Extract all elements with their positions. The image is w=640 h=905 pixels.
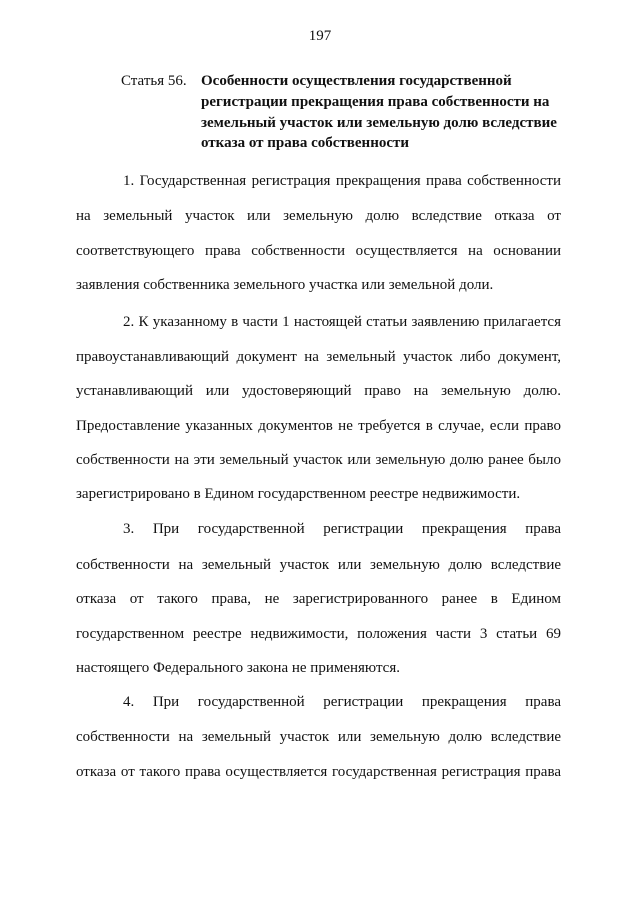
paragraph-2-line: правоустанавливающий документ на земельный участок либо документ, [76, 349, 561, 365]
paragraph-4-line: собственности на земельный участок или земельную долю вследствие [76, 729, 561, 745]
article-title-line: регистрации прекращения права собственности на [201, 94, 550, 110]
paragraph-3-line: собственности на земельный участок или земельную долю вследствие [76, 557, 561, 573]
paragraph-4-line: отказа от такого права осуществляется государственная регистрация права [76, 764, 561, 780]
paragraph-1-line: 1. Государственная регистрация прекращения права собственности [123, 173, 561, 189]
paragraph-3-line: 3. При государственной регистрации прекращения права [123, 521, 561, 537]
paragraph-2-line: собственности на эти земельный участок или земельную долю ранее было [76, 452, 561, 468]
paragraph-3-line: государственном реестре недвижимости, положения части 3 статьи 69 [76, 626, 561, 642]
paragraph-3-line: настоящего Федерального закона не применяются. [76, 660, 400, 676]
paragraph-3-line: отказа от такого права, не зарегистрированного ранее в Едином [76, 591, 561, 607]
article-title-line: Особенности осуществления государственной [201, 73, 512, 89]
article-title-line: земельный участок или земельную долю вследствие [201, 115, 557, 131]
paragraph-2-line: устанавливающий или удостоверяющий право на земельную долю. [76, 383, 561, 399]
paragraph-2-line: зарегистрировано в Едином государственном реестре недвижимости. [76, 486, 521, 502]
paragraph-1-line: на земельный участок или земельную долю вследствие отказа от [76, 208, 561, 224]
paragraph-1-line: заявления собственника земельного участка или земельной доли. [76, 277, 494, 293]
article-number: Статья 56. [121, 73, 187, 89]
paragraph-4-line: 4. При государственной регистрации прекращения права [123, 694, 561, 710]
paragraph-2-line: 2. К указанному в части 1 настоящей статьи заявлению прилагается [123, 314, 561, 330]
paragraph-2-line: Предоставление указанных документов не требуется в случае, если право [76, 418, 561, 434]
article-title-line: отказа от права собственности [201, 135, 410, 151]
page-number: 197 [308, 28, 332, 44]
paragraph-1-line: соответствующего права собственности осуществляется на основании [76, 243, 561, 259]
